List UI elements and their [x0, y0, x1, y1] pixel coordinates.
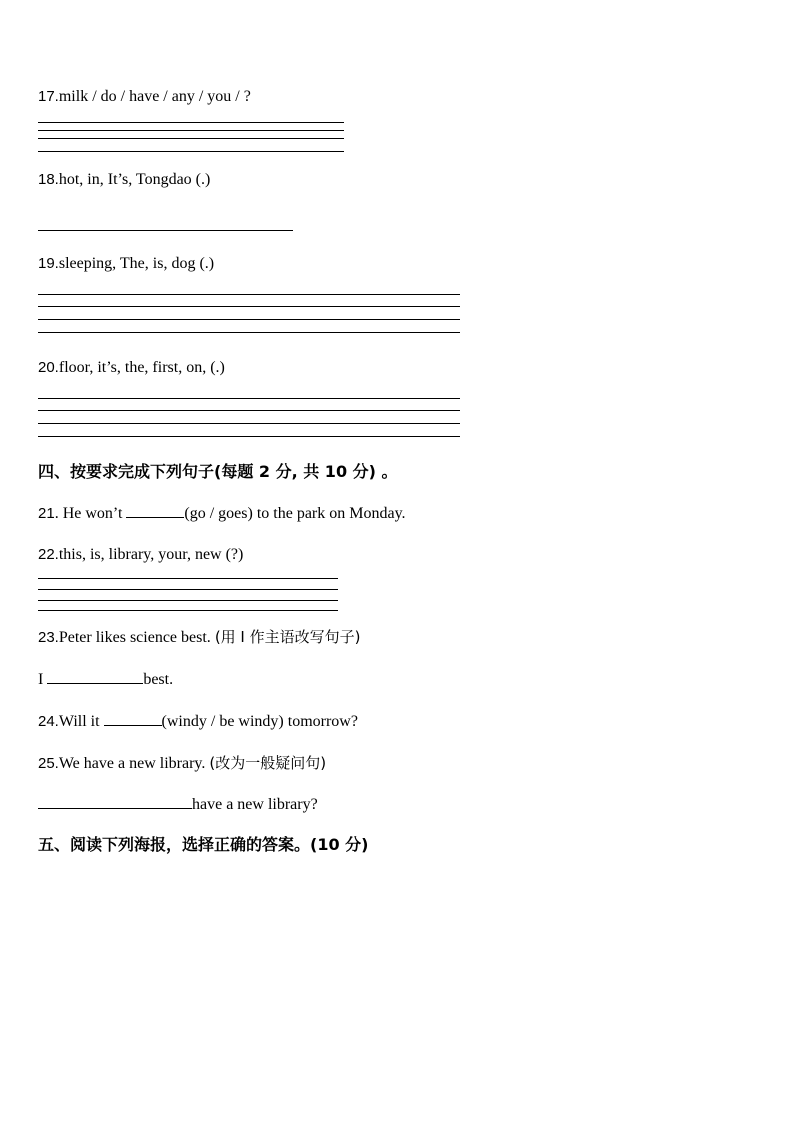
section-5-heading: 五、阅读下列海报，选择正确的答案。(10 分) [38, 835, 369, 854]
fill-blank[interactable] [126, 503, 184, 518]
question-text: this, is, library, your, new (?) [58, 546, 244, 563]
fill-blank[interactable] [38, 794, 192, 809]
question-number: 21 [38, 505, 55, 522]
answer-suffix: best. [143, 671, 174, 688]
question-text: (windy / be windy) tomorrow? [161, 713, 358, 730]
fill-blank[interactable] [47, 669, 143, 684]
question-text: Will it [58, 713, 104, 730]
question-number: 25. [38, 755, 59, 772]
question-number: 19. [38, 255, 59, 272]
question-25-answer [38, 794, 318, 815]
answer-line[interactable] [38, 589, 338, 590]
answer-line[interactable] [38, 122, 344, 123]
question-text: We have a new library. [58, 755, 210, 772]
answer-line[interactable] [38, 578, 338, 579]
answer-prefix: I [38, 671, 48, 688]
answer-line[interactable] [38, 151, 344, 152]
question-number: 22. [38, 546, 59, 563]
question-text: Peter likes science best. [58, 629, 215, 646]
question-19 [38, 254, 214, 274]
question-instruction: (用 I 作主语改写句子) [214, 628, 361, 646]
answer-line[interactable] [38, 230, 293, 231]
question-number: 17. [38, 88, 59, 105]
answer-line[interactable] [38, 332, 460, 333]
answer-suffix: have a new library? [192, 796, 318, 813]
answer-line[interactable] [38, 138, 344, 139]
answer-line[interactable] [38, 423, 460, 424]
question-number: 24. [38, 713, 59, 730]
question-21 [38, 503, 406, 524]
answer-line[interactable] [38, 130, 344, 131]
question-text: milk / do / have / any / you / ? [58, 88, 251, 105]
question-23-answer [38, 669, 173, 690]
answer-line[interactable] [38, 436, 460, 437]
question-number: 18. [38, 171, 59, 188]
question-text: . He won’t [54, 505, 127, 522]
question-instruction: (改为一般疑问句) [209, 754, 327, 772]
question-text: floor, it’s, the, first, on, (.) [58, 359, 225, 376]
answer-line[interactable] [38, 410, 460, 411]
question-23 [38, 627, 360, 648]
question-18 [38, 170, 210, 190]
question-text: hot, in, It’s, Tongdao (.) [58, 171, 211, 188]
question-24 [38, 711, 358, 732]
question-text: (go / goes) to the park on Monday. [184, 505, 406, 522]
answer-line[interactable] [38, 319, 460, 320]
question-25 [38, 753, 326, 774]
question-text: sleeping, The, is, dog (.) [58, 255, 215, 272]
question-17 [38, 87, 251, 107]
fill-blank[interactable] [104, 711, 162, 726]
question-22 [38, 545, 243, 565]
question-20 [38, 358, 225, 378]
section-4-heading: 四、按要求完成下列句子(每题 2 分, 共 10 分) 。 [38, 462, 398, 481]
answer-line[interactable] [38, 294, 460, 295]
answer-line[interactable] [38, 600, 338, 601]
question-number: 20. [38, 359, 59, 376]
question-number: 23. [38, 629, 59, 646]
answer-line[interactable] [38, 306, 460, 307]
answer-line[interactable] [38, 398, 460, 399]
answer-line[interactable] [38, 610, 338, 611]
